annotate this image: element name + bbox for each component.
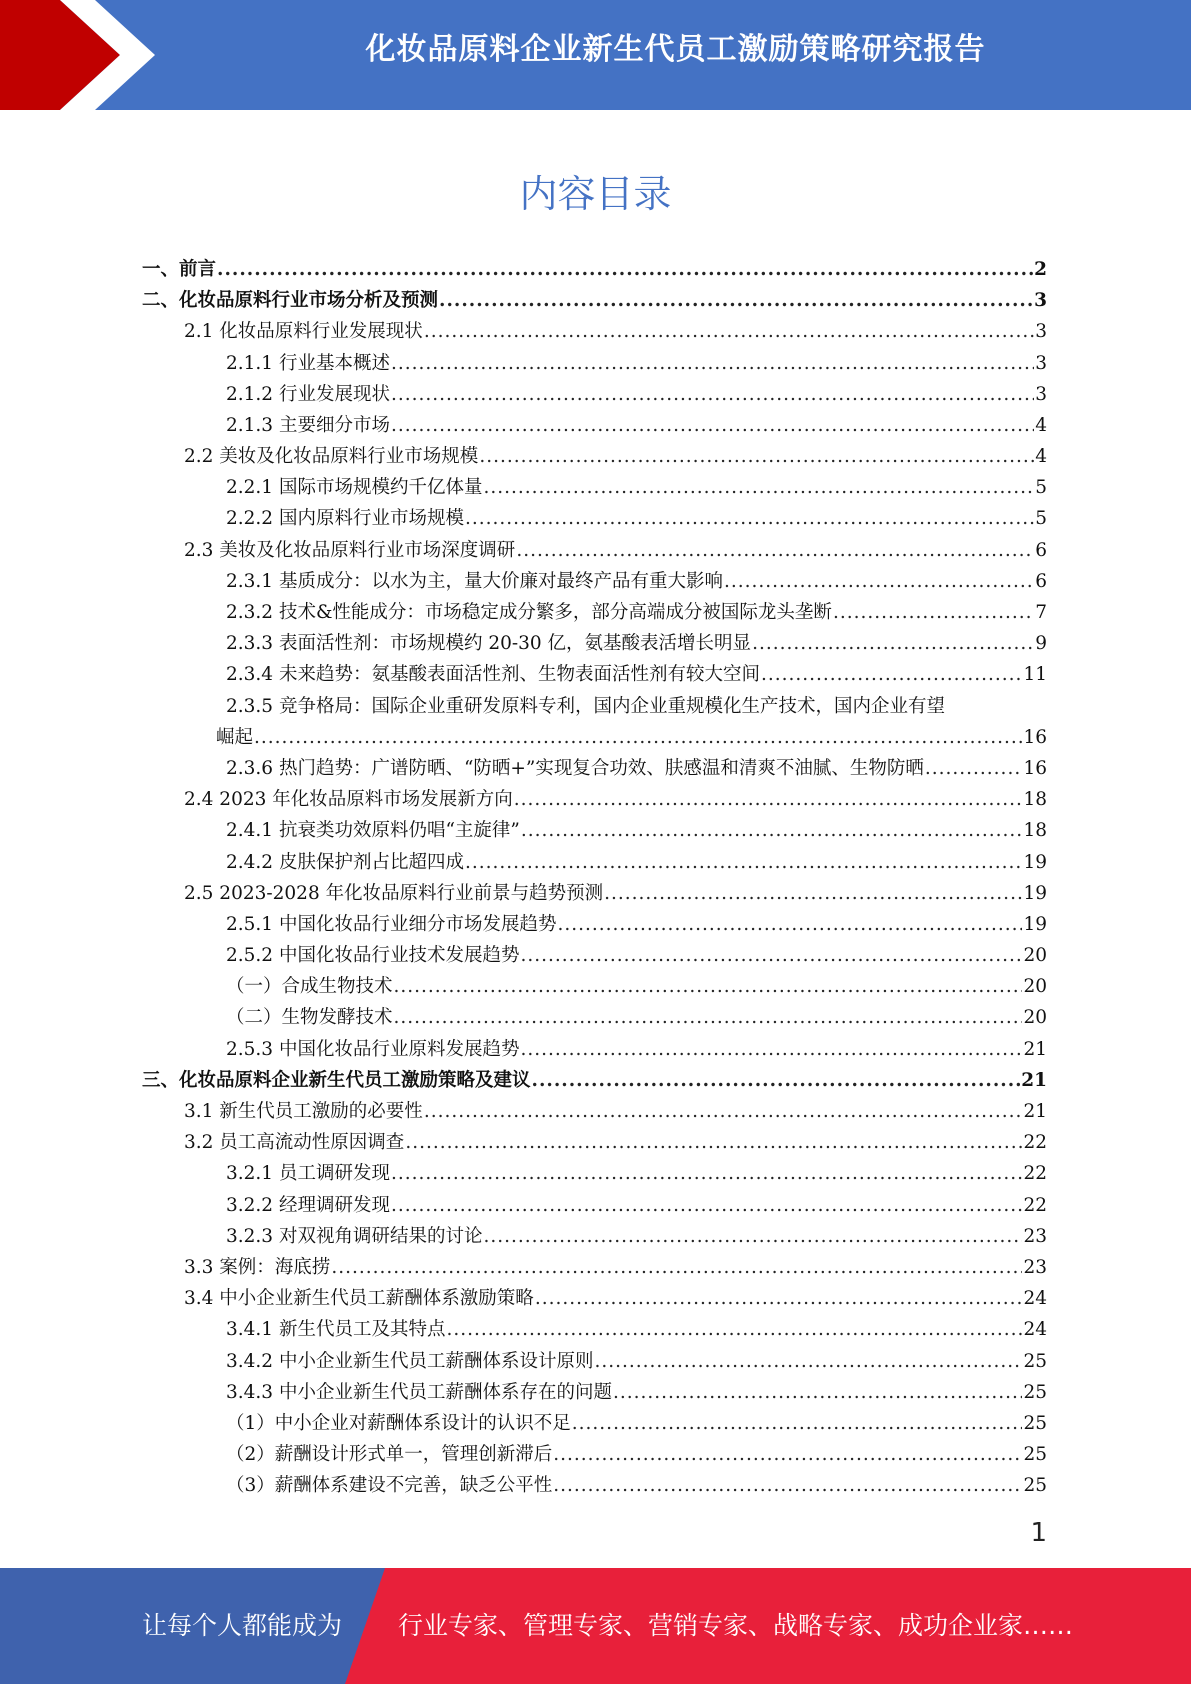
toc-leader-dots [217,254,1033,285]
toc-leader-dots [391,348,1034,379]
toc-leader-dots [604,878,1022,909]
toc-entry-page: 5 [1035,508,1047,530]
toc-entry-page: 23 [1023,1225,1047,1247]
toc-entry-page: 3 [1035,352,1047,374]
toc-leader-dots [391,1190,1022,1221]
toc-entry-label: （1）中小企业对薪酬体系设计的认识不足 [226,1412,571,1434]
toc-entry-label: （二）生物发酵技术 [226,1007,393,1029]
toc-leader-dots [553,1439,1022,1470]
toc-entry-page: 19 [1023,882,1047,904]
toc-entry[interactable] [142,316,1047,347]
toc-entry[interactable] [142,909,1047,940]
toc-entry-page: 4 [1035,414,1047,436]
toc-entry[interactable] [142,1283,1047,1314]
toc-entry[interactable] [142,472,1047,503]
toc-entry-label: 2.1.2 行业发展现状 [226,383,390,405]
toc-entry-page: 9 [1035,633,1047,655]
toc-entry-label: 三、化妆品原料企业新生代员工激励策略及建议 [142,1069,531,1091]
toc-entry-label: 2.4.1 抗衰类功效原料仍唱“主旋律” [226,820,520,842]
toc-leader-dots [483,1221,1022,1252]
toc-entry[interactable] [142,285,1047,316]
toc-entry[interactable] [142,1470,1047,1501]
toc-entry-page: 18 [1023,820,1047,842]
toc-entry-label: 2.4.2 皮肤保护剂占比超四成 [226,851,464,873]
toc-leader-dots [331,1252,1022,1283]
toc-leader-dots [424,316,1034,347]
report-title: 化妆品原料企业新生代员工激励策略研究报告 [365,32,986,67]
toc-entry-label: 2.5.1 中国化妆品行业细分市场发展趋势 [226,913,557,935]
toc-leader-dots [594,1346,1022,1377]
footer-slogan-left: 让每个人都能成为 [142,1611,343,1640]
toc-entry[interactable] [142,1252,1047,1283]
toc-entry[interactable] [142,971,1047,1002]
toc-entry-page: 24 [1023,1288,1047,1310]
toc-entry-page: 20 [1023,1007,1047,1029]
toc-entry-page: 3 [1034,290,1047,312]
toc-entry-label: 3.4.3 中小企业新生代员工薪酬体系存在的问题 [226,1381,612,1403]
toc-entry-label: 2.2.2 国内原料行业市场规模 [226,508,464,530]
toc-entry-page: 6 [1035,570,1047,592]
toc-entry-label: 3.2 员工高流动性原因调查 [184,1132,405,1154]
toc-entry[interactable] [142,940,1047,971]
toc-entry-page: 21 [1023,1101,1047,1123]
toc-entry[interactable] [142,1221,1047,1252]
toc-entry[interactable] [142,410,1047,441]
toc-leader-dots [535,1283,1023,1314]
toc-entry-page: 20 [1023,945,1047,967]
toc-entry-page: 16 [1023,757,1047,779]
toc-entry-page: 2 [1034,258,1047,280]
toc-entry-page: 25 [1023,1381,1047,1403]
toc-entry[interactable] [142,1314,1047,1345]
toc-entry[interactable] [142,1003,1047,1034]
toc-entry-label: 3.2.3 对双视角调研结果的讨论 [226,1225,483,1247]
toc-entry[interactable] [142,1127,1047,1158]
toc-entry[interactable] [142,1408,1047,1439]
toc-entry[interactable] [142,628,1047,659]
toc-entry-label: 2.5.3 中国化妆品行业原料发展趋势 [226,1038,520,1060]
toc-entry-label: 2.3.6 热门趋势：广谱防晒、“防晒+”实现复合功效、肤感温和清爽不油腻、生物防晒 [226,757,924,779]
toc-entry[interactable] [142,1034,1047,1065]
toc-entry[interactable] [142,597,1047,628]
toc-entry-page: 7 [1035,602,1047,624]
toc-leader-dots [483,472,1034,503]
header-banner [0,0,1191,110]
toc-leader-dots [532,1065,1021,1096]
toc-entry-label: （一）合成生物技术 [226,976,393,998]
page-number: 1 [1030,1518,1047,1548]
toc-entry-page: 6 [1035,539,1047,561]
toc-entry[interactable] [142,504,1047,535]
toc-entry-label: 2.5 2023-2028 年化妆品原料行业前景与趋势预测 [184,882,604,904]
toc-entry[interactable] [142,566,1047,597]
toc-leader-dots [724,566,1034,597]
toc-leader-dots [516,535,1034,566]
toc-entry[interactable] [142,1096,1047,1127]
toc-entry-page: 5 [1035,477,1047,499]
toc-heading: 内容目录 [519,172,672,216]
toc-entry-label: （2）薪酬设计形式单一，管理创新滞后 [226,1444,553,1466]
toc-entry-label: 崛起 [216,726,254,748]
toc-entry[interactable] [142,784,1047,815]
toc-entry[interactable] [142,815,1047,846]
toc-entry-label: 2.1 化妆品原料行业发展现状 [184,321,423,343]
toc-entry-label: 2.3.5 竞争格局：国际企业重研发原料专利，国内企业重规模化生产技术，国内企业有望 [226,695,945,717]
toc-leader-dots [446,1314,1022,1345]
toc-leader-dots [479,441,1034,472]
toc-entry[interactable] [142,847,1047,878]
toc-entry-label: 2.2.1 国际市场规模约千亿体量 [226,477,483,499]
toc-entry-page: 25 [1023,1350,1047,1372]
toc-leader-dots [439,285,1033,316]
toc-leader-dots [925,753,1023,784]
toc-leader-dots [553,1470,1022,1501]
toc-leader-dots [391,1158,1022,1189]
toc-entry-label: 一、前言 [142,258,217,280]
footer-slogan-right: 行业专家、管理专家、营销专家、战略专家、成功企业家…… [398,1611,1074,1640]
toc-leader-dots [391,379,1034,410]
toc-leader-dots [613,1377,1022,1408]
toc-entry-page: 21 [1021,1069,1047,1091]
toc-entry-label: 2.2 美妆及化妆品原料行业市场规模 [184,446,479,468]
toc-entry[interactable] [142,379,1047,410]
toc-leader-dots [752,628,1034,659]
toc-entry-page: 21 [1023,1038,1047,1060]
toc-entry-label: 2.3.4 未来趋势：氨基酸表面活性剂、生物表面活性剂有较大空间 [226,664,760,686]
toc-entry[interactable] [142,1439,1047,1470]
toc-entry-page: 22 [1023,1194,1047,1216]
table-of-contents [142,254,1047,1502]
toc-entry-label: 2.1.3 主要细分市场 [226,414,390,436]
toc-entry[interactable] [142,441,1047,472]
toc-entry[interactable] [142,1158,1047,1189]
toc-entry-label: 2.1.1 行业基本概述 [226,352,390,374]
toc-entry-page: 25 [1023,1412,1047,1434]
toc-entry-label: 3.2.1 员工调研发现 [226,1163,390,1185]
toc-entry-label: 3.2.2 经理调研发现 [226,1194,390,1216]
toc-leader-dots [424,1096,1023,1127]
toc-entry-label: 3.4 中小企业新生代员工薪酬体系激励策略 [184,1288,534,1310]
toc-entry-label: 2.3.1 基质成分：以水为主，量大价廉对最终产品有重大影响 [226,570,723,592]
toc-entry[interactable] [142,1377,1047,1408]
footer-banner [0,1568,1191,1684]
toc-entry-page: 3 [1035,383,1047,405]
toc-entry-page: 19 [1023,851,1047,873]
toc-entry[interactable] [142,348,1047,379]
toc-leader-dots [465,847,1022,878]
toc-entry-page: 19 [1023,913,1047,935]
toc-entry-page: 20 [1023,976,1047,998]
toc-entry-page: 25 [1023,1444,1047,1466]
toc-entry-page: 23 [1023,1256,1047,1278]
toc-entry-label: 2.5.2 中国化妆品行业技术发展趋势 [226,945,520,967]
toc-entry-label: 3.4.1 新生代员工及其特点 [226,1319,446,1341]
toc-entry[interactable] [142,535,1047,566]
toc-entry-page: 16 [1023,726,1047,748]
toc-entry-page: 22 [1023,1163,1047,1185]
toc-entry-label: 二、化妆品原料行业市场分析及预测 [142,290,439,312]
toc-entry[interactable] [142,722,1047,753]
toc-leader-dots [761,659,1022,690]
toc-leader-dots [833,597,1034,628]
toc-entry-page: 18 [1023,789,1047,811]
toc-leader-dots [514,784,1023,815]
toc-leader-dots [391,410,1034,441]
toc-entry-page: 25 [1023,1475,1047,1497]
toc-entry[interactable] [142,1065,1047,1096]
toc-entry-label: 2.4 2023 年化妆品原料市场发展新方向 [184,789,513,811]
toc-leader-dots [521,815,1023,846]
toc-leader-dots [394,1002,1023,1033]
toc-leader-dots [520,940,1022,971]
toc-entry[interactable] [142,659,1047,690]
toc-entry[interactable] [142,753,1047,784]
toc-leader-dots [465,503,1034,534]
toc-entry-label: 3.3 案例：海底捞 [184,1256,331,1278]
toc-leader-dots [394,971,1023,1002]
toc-entry-page: 3 [1035,321,1047,343]
toc-entry-page: 22 [1023,1132,1047,1154]
toc-leader-dots [557,909,1022,940]
toc-entry-page: 24 [1023,1319,1047,1341]
toc-entry[interactable] [142,254,1047,285]
toc-leader-dots [572,1408,1023,1439]
toc-entry[interactable] [142,691,1047,722]
toc-entry-label: 2.3.3 表面活性剂：市场规模约 20-30 亿，氨基酸表活增长明显 [226,633,752,655]
toc-entry-page: 4 [1035,446,1047,468]
toc-entry-label: 2.3 美妆及化妆品原料行业市场深度调研 [184,539,516,561]
toc-leader-dots [405,1127,1022,1158]
toc-entry-label: 3.4.2 中小企业新生代员工薪酬体系设计原则 [226,1350,594,1372]
toc-entry-page: 11 [1023,664,1047,686]
toc-entry[interactable] [142,1190,1047,1221]
toc-entry[interactable] [142,878,1047,909]
toc-leader-dots [520,1034,1022,1065]
toc-entry[interactable] [142,1346,1047,1377]
toc-entry-label: 2.3.2 技术&性能成分：市场稳定成分繁多，部分高端成分被国际龙头垄断 [226,602,832,624]
toc-entry-label: 3.1 新生代员工激励的必要性 [184,1101,423,1123]
toc-leader-dots [254,722,1022,753]
toc-entry-label: （3）薪酬体系建设不完善，缺乏公平性 [226,1475,553,1497]
